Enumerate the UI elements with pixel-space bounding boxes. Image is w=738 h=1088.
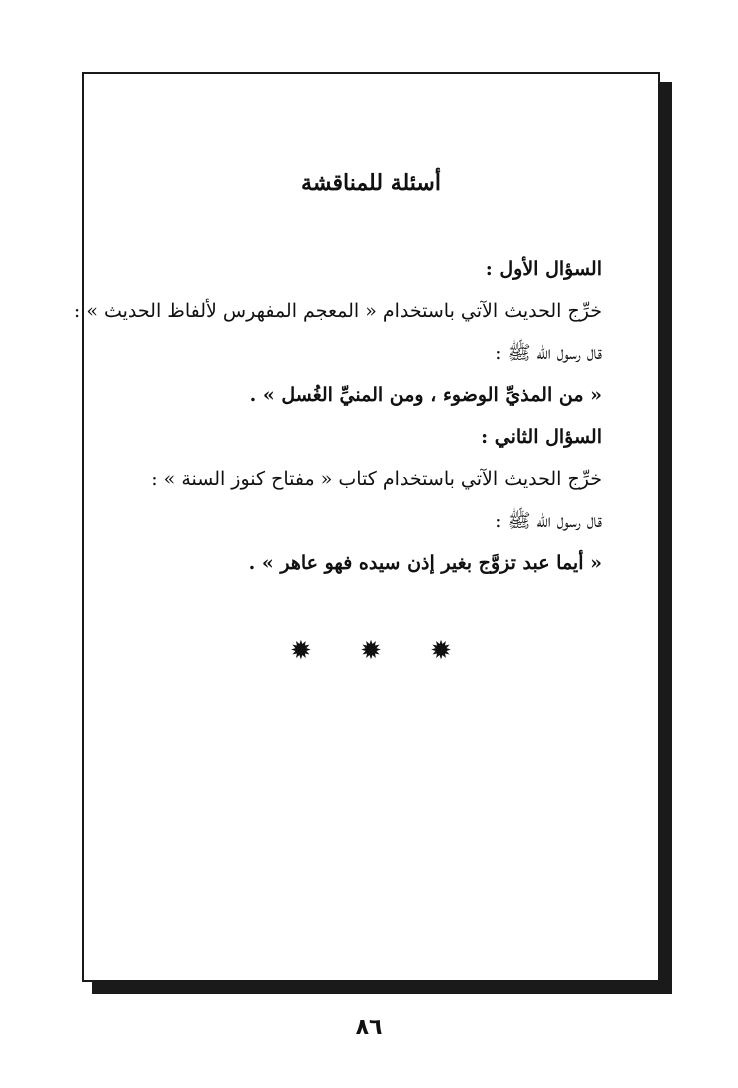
separator-stars [84, 636, 658, 666]
question2-said: قال رسول الله ﷺ : [495, 510, 602, 532]
question1-said: قال رسول الله ﷺ : [495, 342, 602, 364]
question1-instruction: خرِّج الحديث الآتي باستخدام « المعجم المفهرس لألفاظ الحديث » : [73, 300, 602, 322]
question2-instruction: خرِّج الحديث الآتي باستخدام كتاب « مفتاح كنوز السنة » : [151, 468, 602, 490]
question1-heading: السؤال الأول : [485, 258, 602, 280]
question2-hadith: « أيما عبد تزوَّج بغير إذن سيده فهو عاهر » . [248, 552, 602, 574]
star-icon: ✹ [360, 636, 382, 666]
question1-hadith: « من المذيِّ الوضوء ، ومن المنيِّ الغُسل » . [249, 384, 602, 406]
question2-heading: السؤال الثاني : [481, 426, 602, 448]
star-icon: ✹ [430, 636, 452, 666]
page-number: ٨٦ [355, 1015, 383, 1040]
page-title: أسئلة للمناقشة [301, 170, 441, 196]
star-icon: ✹ [290, 636, 312, 666]
page-frame [73, 72, 660, 982]
